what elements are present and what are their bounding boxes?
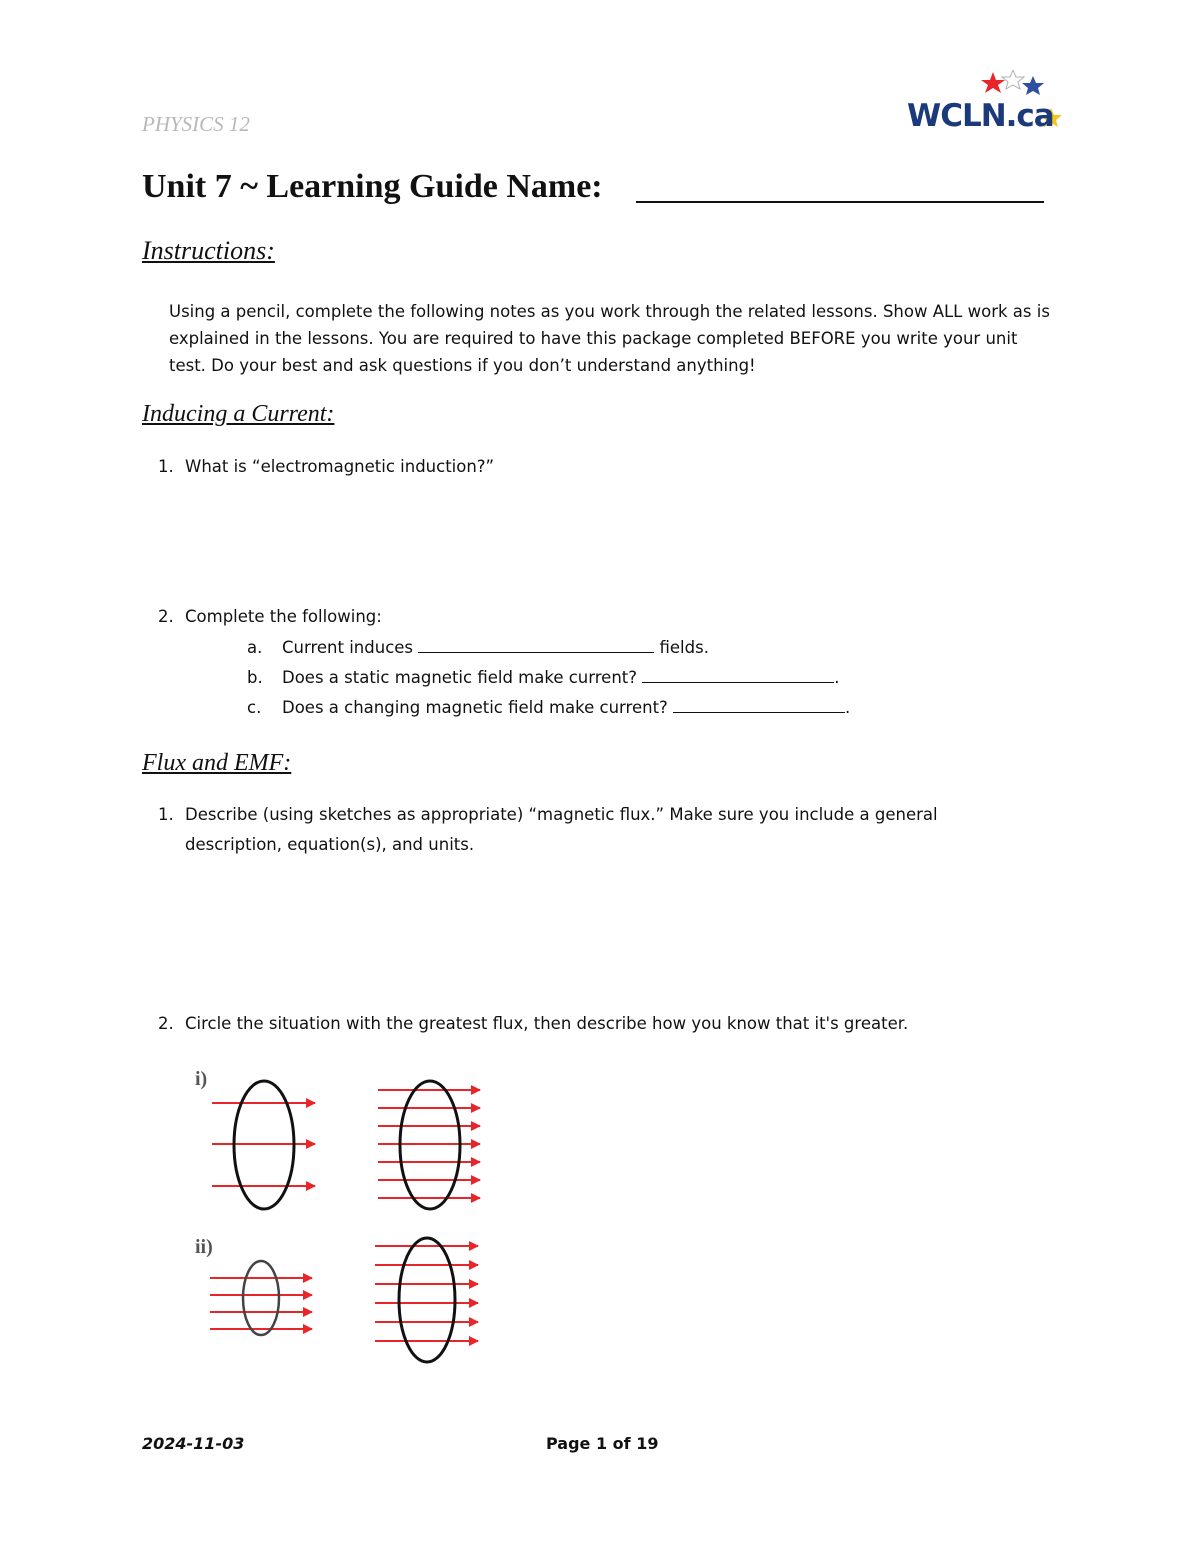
- page-title: Unit 7 ~ Learning Guide Name:: [142, 168, 603, 205]
- answer-blank[interactable]: [642, 668, 834, 683]
- instructions-paragraph: Using a pencil, complete the following notes as you work through the related lessons. Show ALL work as is explained in the lessons. You are required to have this package completed BEFORE you write your unit test. Do your best and ask questions if you don’t understand anything!: [169, 302, 1050, 375]
- sub-item-b: Does a static magnetic field make current? .: [282, 668, 840, 687]
- question-text: Complete the following:: [185, 607, 382, 626]
- question-text-line1: Describe (using sketches as appropriate) “magnetic flux.” Make sure you include a general: [185, 805, 938, 824]
- course-label: PHYSICS 12: [142, 112, 250, 136]
- name-blank: [636, 201, 1044, 203]
- logo-wordmark: WCLN.ca: [907, 98, 1054, 134]
- sub-item-letter: c.: [247, 698, 262, 717]
- instructions-heading: Instructions:: [142, 236, 275, 265]
- flux-diagram: [200, 1070, 500, 1370]
- sub-item-letter: a.: [247, 638, 263, 657]
- question-number: 1.: [158, 805, 174, 824]
- question-text: Circle the situation with the greatest flux, then describe how you know that it's greater.: [185, 1014, 909, 1033]
- loop-ii-left: [210, 1261, 312, 1335]
- inducing-heading: Inducing a Current:: [142, 401, 335, 427]
- answer-blank[interactable]: [673, 698, 845, 713]
- loop-ii-right: [375, 1238, 478, 1362]
- answer-blank[interactable]: [418, 638, 654, 653]
- question-number: 2.: [158, 607, 174, 626]
- sub-item-a: Current induces fields.: [282, 638, 709, 657]
- figure-label-i: i): [195, 1068, 208, 1090]
- question-number: 1.: [158, 457, 174, 476]
- question-text: What is “electromagnetic induction?”: [185, 457, 495, 476]
- question-text-line2: description, equation(s), and units.: [185, 835, 475, 854]
- loop-i-right: [378, 1081, 480, 1209]
- sub-item-letter: b.: [247, 668, 263, 687]
- wcln-logo: [905, 70, 1065, 140]
- figure-label-ii: ii): [195, 1236, 213, 1258]
- flux-heading: Flux and EMF:: [142, 750, 292, 776]
- footer-date: 2024-11-03: [142, 1434, 245, 1453]
- page-number: Page 1 of 19: [546, 1434, 659, 1453]
- sub-item-c: Does a changing magnetic field make current? .: [282, 698, 851, 717]
- question-number: 2.: [158, 1014, 174, 1033]
- loop-i-left: [212, 1081, 315, 1209]
